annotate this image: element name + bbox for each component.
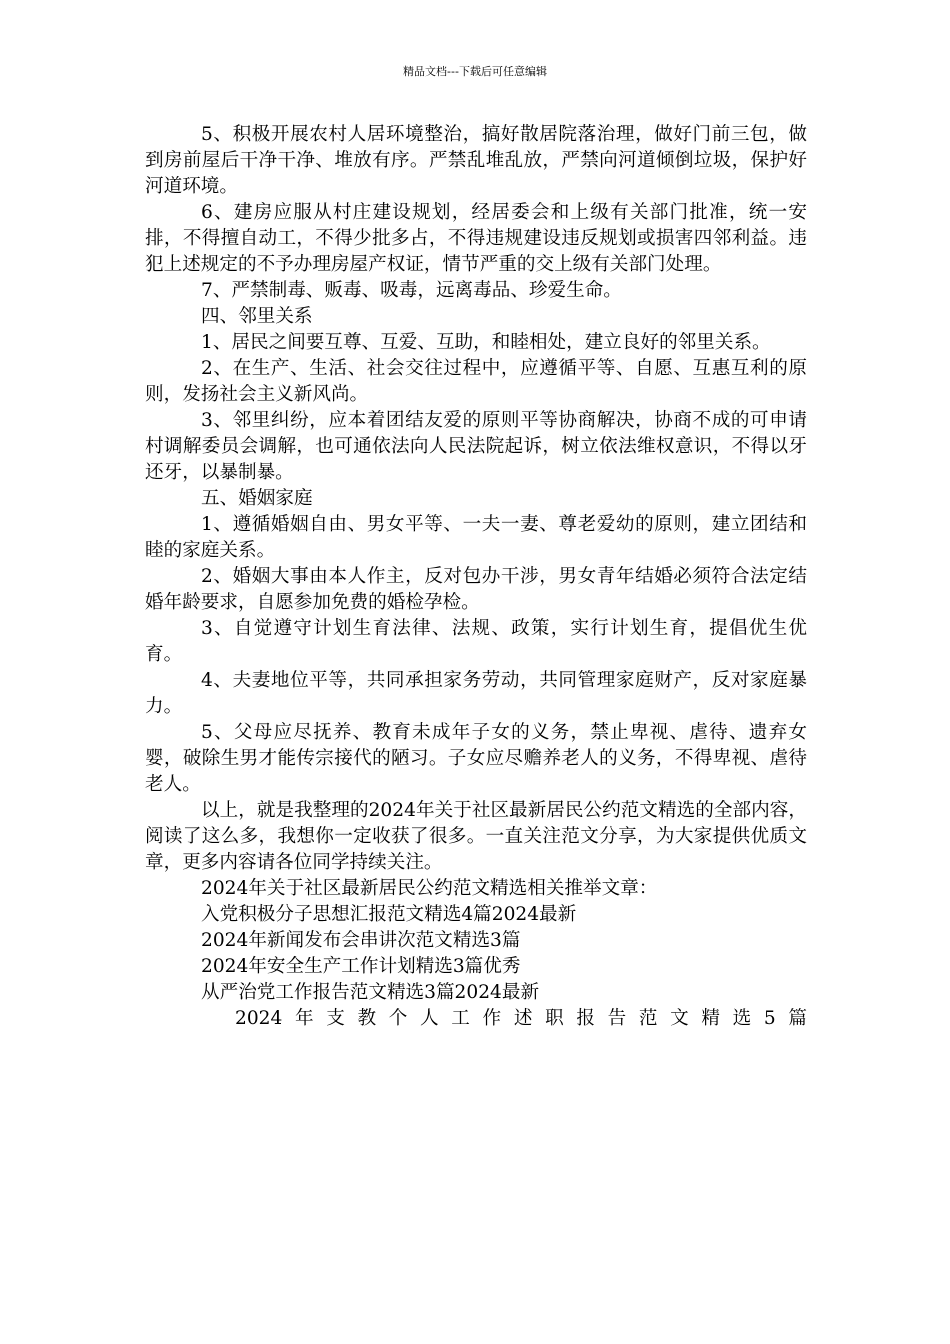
related-article-link[interactable]: 2024年支教个人工作述职报告范文精选5篇 [235, 1008, 807, 1029]
related-article-link[interactable]: 2024年新闻发布会串讲次范文精选3篇 [201, 930, 521, 951]
section-heading-neighbors: 四、邻里关系 [201, 306, 313, 327]
paragraph-family-1: 1、遵循婚姻自由、男女平等、一夫一妻、尊老爱幼的原则，建立团结和睦的家庭关系。 [145, 514, 807, 561]
paragraph-rule-7-drugs: 7、严禁制毒、贩毒、吸毒，远离毒品、珍爱生命。 [201, 280, 622, 301]
paragraph-neighbors-1: 1、居民之间要互尊、互爱、互助，和睦相处，建立良好的邻里关系。 [201, 332, 771, 353]
page-header: 精品文档---下载后可任意编辑 [403, 65, 547, 78]
section-heading-family: 五、婚姻家庭 [201, 488, 313, 509]
related-articles-title: 2024年关于社区最新居民公约范文精选相关推举文章： [201, 878, 658, 899]
related-article-link[interactable]: 从严治党工作报告范文精选3篇2024最新 [201, 982, 540, 1003]
paragraph-summary: 以上，就是我整理的2024年关于社区最新居民公约范文精选的全部内容，阅读了这么多，我想你一定收获了很多。一直关注范文分享，为大家提供优质文章，更多内容请各位同学持续关注。 [145, 800, 807, 873]
related-article-link[interactable]: 2024年安全生产工作计划精选3篇优秀 [201, 956, 521, 977]
paragraph-family-5: 5、父母应尽抚养、教育未成年子女的义务，禁止卑视、虐待、遗弃女婴，破除生男才能传宗接代的陋习。子女应尽赡养老人的义务，不得卑视、虐待老人。 [145, 722, 807, 795]
paragraph-family-4: 4、夫妻地位平等，共同承担家务劳动，共同管理家庭财产，反对家庭暴力。 [145, 670, 807, 717]
paragraph-neighbors-2: 2、在生产、生活、社会交往过程中，应遵循平等、自愿、互惠互利的原则，发扬社会主义新风尚。 [145, 358, 807, 405]
paragraph-family-2: 2、婚姻大事由本人作主，反对包办干涉，男女青年结婚必须符合法定结婚年龄要求，自愿参加免费的婚检孕检。 [145, 566, 807, 613]
paragraph-rule-5-environment: 5、积极开展农村人居环境整治，搞好散居院落治理，做好门前三包，做到房前屋后干净干净、堆放有序。严禁乱堆乱放，严禁向河道倾倒垃圾，保护好河道环境。 [145, 124, 807, 197]
paragraph-family-3: 3、自觉遵守计划生育法律、法规、政策，实行计划生育，提倡优生优育。 [145, 618, 807, 665]
paragraph-rule-6-housing: 6、建房应服从村庄建设规划，经居委会和上级有关部门批准，统一安排，不得擅自动工，不得少批多占，不得违规建设违反规划或损害四邻利益。违犯上述规定的不予办理房屋产权证，情节严重的交上级有关部门处理。 [145, 202, 807, 275]
document-body [145, 122, 807, 1032]
related-article-link[interactable]: 入党积极分子思想汇报范文精选4篇2024最新 [201, 904, 577, 925]
paragraph-neighbors-3: 3、邻里纠纷，应本着团结友爱的原则平等协商解决，协商不成的可申请村调解委员会调解，也可通依法向人民法院起诉，树立依法维权意识，不得以牙还牙，以暴制暴。 [145, 410, 807, 483]
